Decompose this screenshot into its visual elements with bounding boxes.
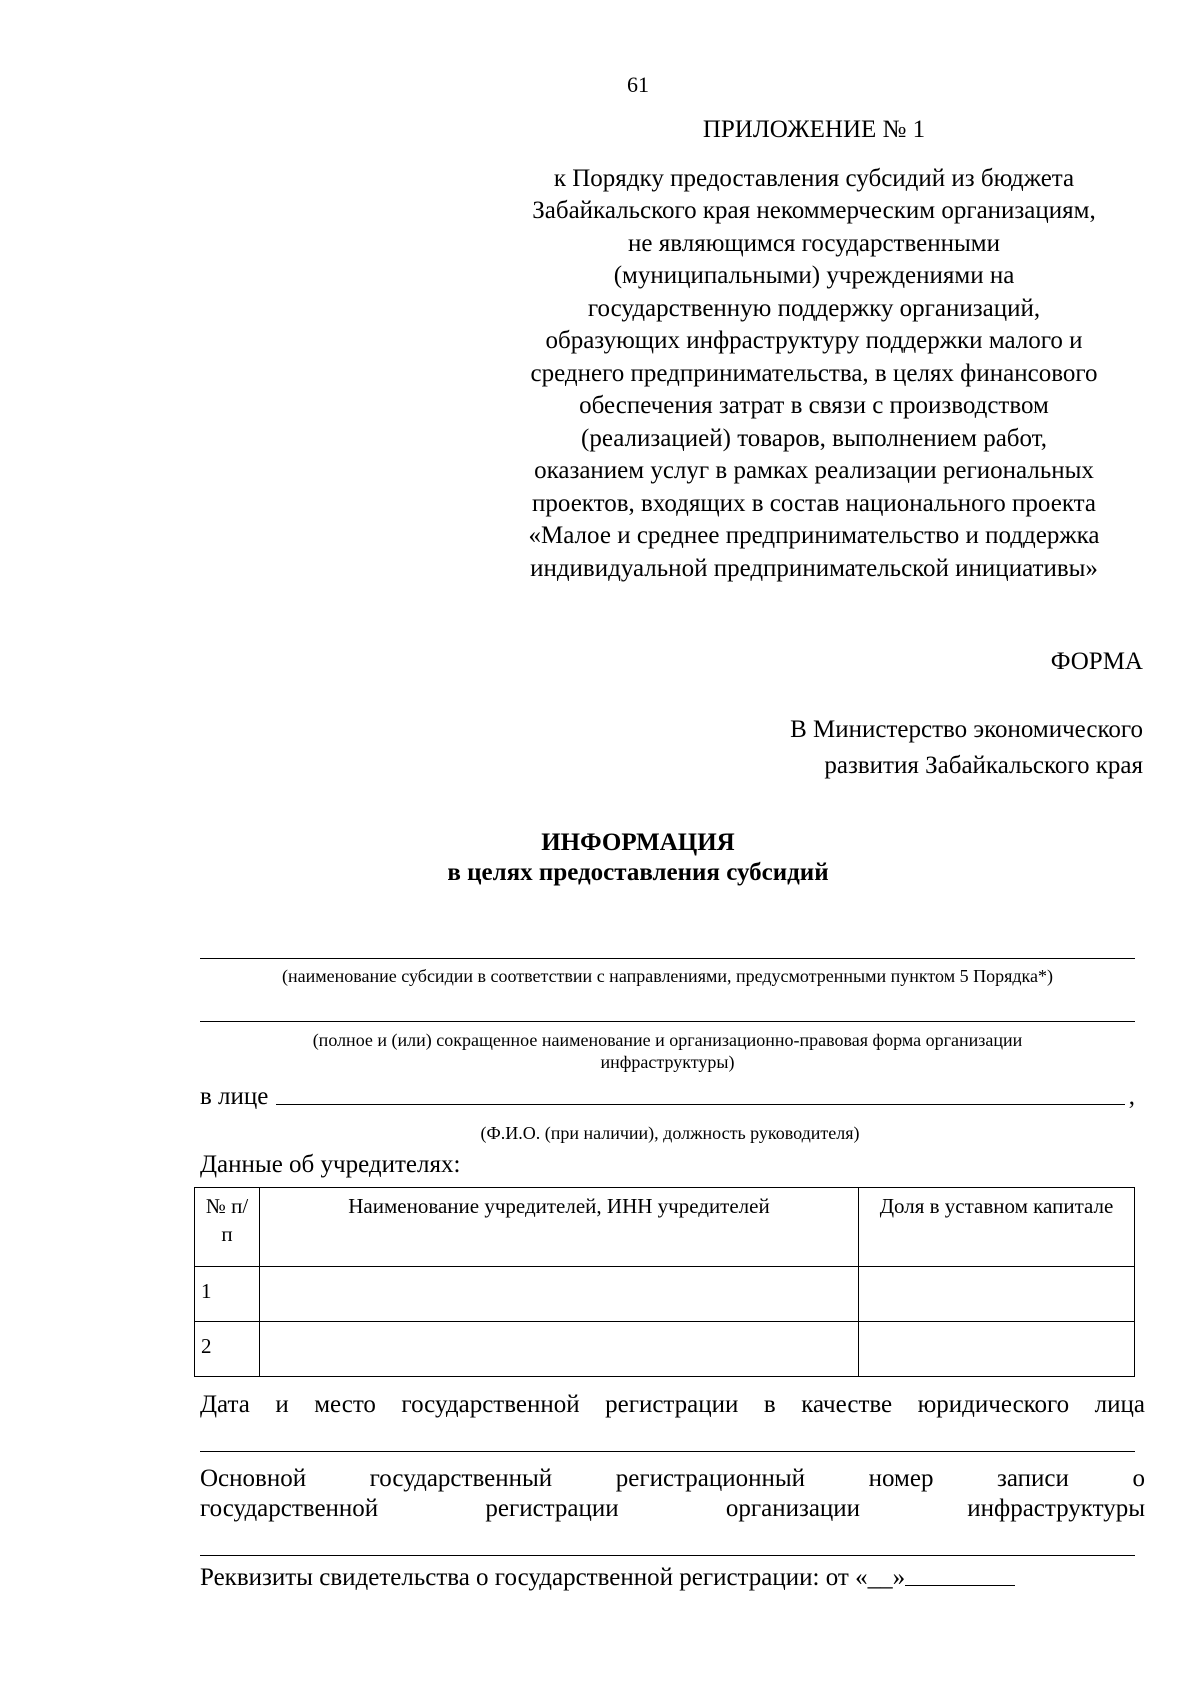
founder-name-cell[interactable] bbox=[260, 1267, 859, 1322]
appendix-title: ПРИЛОЖЕНИЕ № 1 bbox=[702, 116, 926, 143]
organization-name-caption-line-1: (полное и (или) сокращенное наименование и организационно-правовая форма организации bbox=[312, 1030, 1023, 1050]
table-header-row bbox=[195, 1188, 1135, 1267]
head-name-caption: (Ф.И.О. (при наличии), должность руководителя) bbox=[480, 1123, 860, 1143]
column-header-number: № п/п bbox=[195, 1188, 260, 1267]
subsidy-name-field[interactable] bbox=[200, 958, 1135, 959]
certificate-label: Реквизиты свидетельства о государственной регистрации: от «__» bbox=[200, 1564, 906, 1591]
certificate-date-field[interactable] bbox=[905, 1584, 1015, 1586]
appendix-line: оказанием услуг в рамках реализации региональных bbox=[534, 457, 1094, 484]
column-header-share: Доля в уставном капитале bbox=[859, 1188, 1135, 1267]
appendix-text bbox=[486, 163, 1142, 586]
appendix-line: обеспечения затрат в связи с производством bbox=[579, 392, 1049, 419]
table-row bbox=[195, 1322, 1135, 1377]
addressee-line-2: развития Забайкальского края bbox=[824, 752, 1143, 779]
column-header-founder-name: Наименование учредителей, ИНН учредителей bbox=[260, 1188, 859, 1267]
appendix-line: «Малое и среднее предпринимательство и поддержка bbox=[528, 522, 1100, 549]
addressee-line-1: В Министерство экономического bbox=[790, 716, 1143, 743]
organization-name-caption bbox=[200, 1029, 1135, 1073]
appendix-block bbox=[486, 114, 1142, 585]
registration-date-field[interactable] bbox=[200, 1451, 1135, 1452]
ogrn-label-line-1: Основной государственный регистрационный номер записи о bbox=[200, 1465, 1145, 1492]
form-label: ФОРМА bbox=[1050, 648, 1143, 675]
appendix-line: государственную поддержку организаций, bbox=[587, 294, 1041, 322]
appendix-line: не являющимся государственными bbox=[628, 229, 1000, 257]
organization-name-field[interactable] bbox=[200, 1021, 1135, 1022]
appendix-line: Забайкальского края некоммерческим организациям, bbox=[532, 197, 1096, 224]
row-number-cell: 2 bbox=[195, 1322, 260, 1377]
appendix-line: (муниципальными) учреждениями на bbox=[613, 262, 1015, 289]
appendix-line: (реализацией) товаров, выполнением работ, bbox=[581, 424, 1047, 452]
registration-date-label: Дата и место государственной регистрации в качестве юридического лица bbox=[200, 1391, 1145, 1418]
ogrn-label bbox=[200, 1464, 1145, 1524]
share-cell[interactable] bbox=[859, 1322, 1135, 1377]
founder-name-cell[interactable] bbox=[260, 1322, 859, 1377]
share-cell[interactable] bbox=[859, 1267, 1135, 1322]
subsidy-name-caption: (наименование субсидии в соответствии с направлениями, предусмотренными пунктом 5 Порядка*) bbox=[282, 966, 1053, 986]
document-title-line-2: в целях предоставления субсидий bbox=[447, 859, 829, 886]
appendix-line: образующих инфраструктуру поддержки малого и bbox=[545, 327, 1083, 354]
certificate-row bbox=[200, 1564, 1135, 1592]
table-row bbox=[195, 1267, 1135, 1322]
ogrn-field[interactable] bbox=[200, 1555, 1135, 1556]
founders-table bbox=[194, 1187, 1135, 1377]
appendix-line: индивидуальной предпринимательской инициативы» bbox=[530, 554, 1098, 582]
row-number-cell: 1 bbox=[195, 1267, 260, 1322]
page-number: 61 bbox=[627, 72, 649, 97]
appendix-line: среднего предпринимательства, в целях финансового bbox=[530, 359, 1098, 387]
head-name-field[interactable] bbox=[276, 1103, 1124, 1105]
addressee bbox=[643, 712, 1143, 784]
appendix-line: к Порядку предоставления субсидий из бюджета bbox=[553, 164, 1075, 192]
in-person-label: в лице bbox=[200, 1083, 269, 1110]
organization-name-caption-line-2: инфраструктуры) bbox=[600, 1052, 735, 1072]
document-title bbox=[0, 828, 1200, 888]
document-title-line-1: ИНФОРМАЦИЯ bbox=[541, 829, 735, 856]
in-person-comma: , bbox=[1128, 1083, 1135, 1110]
founders-heading: Данные об учредителях: bbox=[200, 1151, 461, 1178]
ogrn-label-line-2: государственной регистрации организации инфраструктуры bbox=[200, 1495, 1145, 1522]
head-name-row bbox=[200, 1083, 1135, 1111]
appendix-line: проектов, входящих в состав национального проекта bbox=[532, 489, 1096, 517]
